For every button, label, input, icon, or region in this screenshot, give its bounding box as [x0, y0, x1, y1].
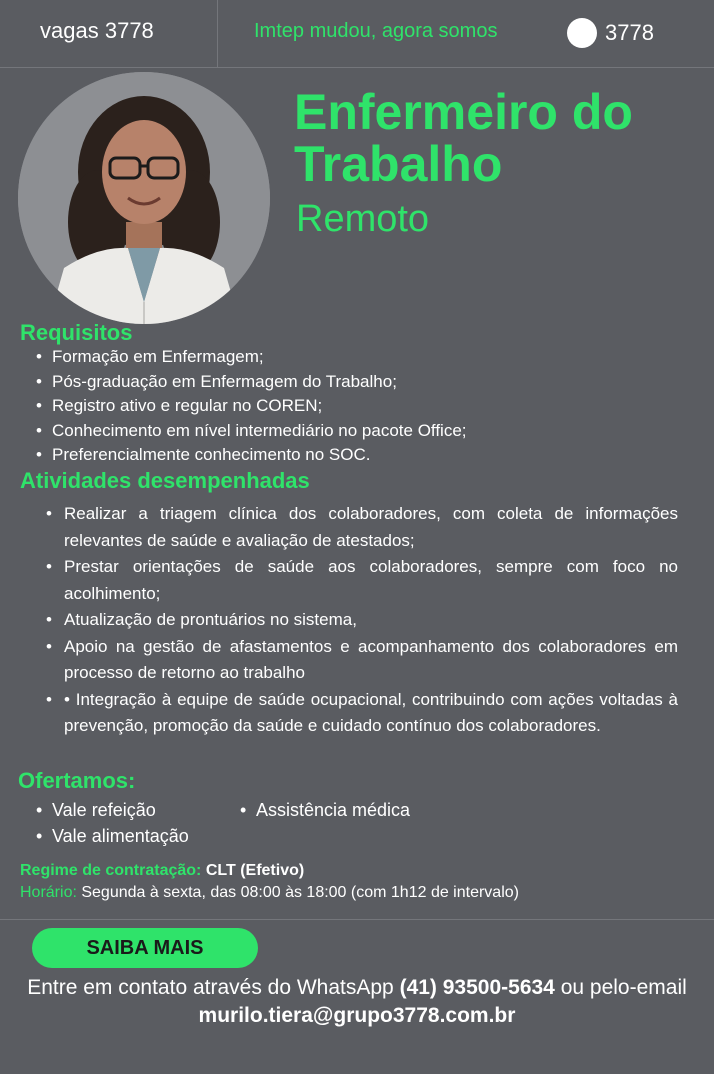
contact-email[interactable]: murilo.tiera@grupo3778.com.br	[198, 1004, 516, 1027]
activities-heading: Atividades desempenhadas	[20, 468, 310, 493]
list-item: • Conhecimento em nível intermediário no pacote Office;	[34, 419, 674, 444]
regime-value: CLT (Efetivo)	[205, 862, 305, 879]
list-item: • Atualização de prontuários no sistema,	[44, 607, 678, 634]
offer-item: • Assistência médica	[238, 797, 410, 823]
list-item: • Pós-graduação em Enfermagem do Trabalho;	[34, 370, 674, 395]
list-item: • Formação em Enfermagem;	[34, 345, 674, 370]
requirements-heading: Requisitos	[20, 320, 133, 345]
brand-right-number: 3778	[605, 20, 654, 45]
working-hours	[20, 884, 519, 902]
contact-info	[20, 974, 694, 1030]
contact-middle: ou pelo-email	[560, 976, 687, 999]
offer-item: • Vale alimentação	[34, 823, 189, 849]
contact-prefix: Entre em contato através do WhatsApp	[27, 976, 394, 999]
whatsapp-phone[interactable]: (41) 93500-5634	[399, 976, 555, 999]
list-item: • Realizar a triagem clínica dos colaboradores, com coleta de informações relevantes de saúde e avaliação de atestados;	[44, 501, 678, 554]
brand-left-label: vagas	[40, 18, 99, 43]
list-item: • Registro ativo e regular no COREN;	[34, 394, 674, 419]
contract-regime	[20, 862, 304, 880]
offers-heading: Ofertamos:	[18, 768, 136, 793]
profile-photo	[18, 72, 270, 324]
list-item: • Prestar orientações de saúde aos colaboradores, sempre com foco no acolhimento;	[44, 554, 678, 607]
header-tagline: Imtep mudou, agora somos	[254, 20, 498, 42]
logo-circle-icon	[567, 18, 597, 48]
divider	[0, 919, 714, 920]
saiba-mais-button[interactable]: SAIBA MAIS	[32, 928, 258, 968]
activities-list	[44, 501, 678, 740]
requirements-list	[34, 345, 674, 468]
hours-label: Horário:	[20, 884, 77, 901]
brand-logo-left	[40, 18, 154, 44]
job-title: Enfermeiro do Trabalho	[294, 84, 633, 192]
brand-left-number: 3778	[104, 18, 154, 43]
list-item: • Preferencialmente conhecimento no SOC.	[34, 443, 674, 468]
list-item: • • Integração à equipe de saúde ocupacional, contribuindo com ações voltadas à prevenção, promoção da saúde e cuidado contínuo dos colaboradores.	[44, 687, 678, 740]
top-bar	[0, 0, 714, 68]
list-item: • Apoio na gestão de afastamentos e acompanhamento dos colaboradores em processo de retorno ao trabalho	[44, 634, 678, 687]
offer-item: • Vale refeição	[34, 797, 156, 823]
regime-label: Regime de contratação:	[20, 862, 202, 879]
hours-value: Segunda à sexta, das 08:00 às 18:00 (com 1h12 de intervalo)	[81, 884, 519, 901]
brand-logo-right	[567, 18, 654, 48]
job-subtitle: Remoto	[296, 198, 430, 240]
